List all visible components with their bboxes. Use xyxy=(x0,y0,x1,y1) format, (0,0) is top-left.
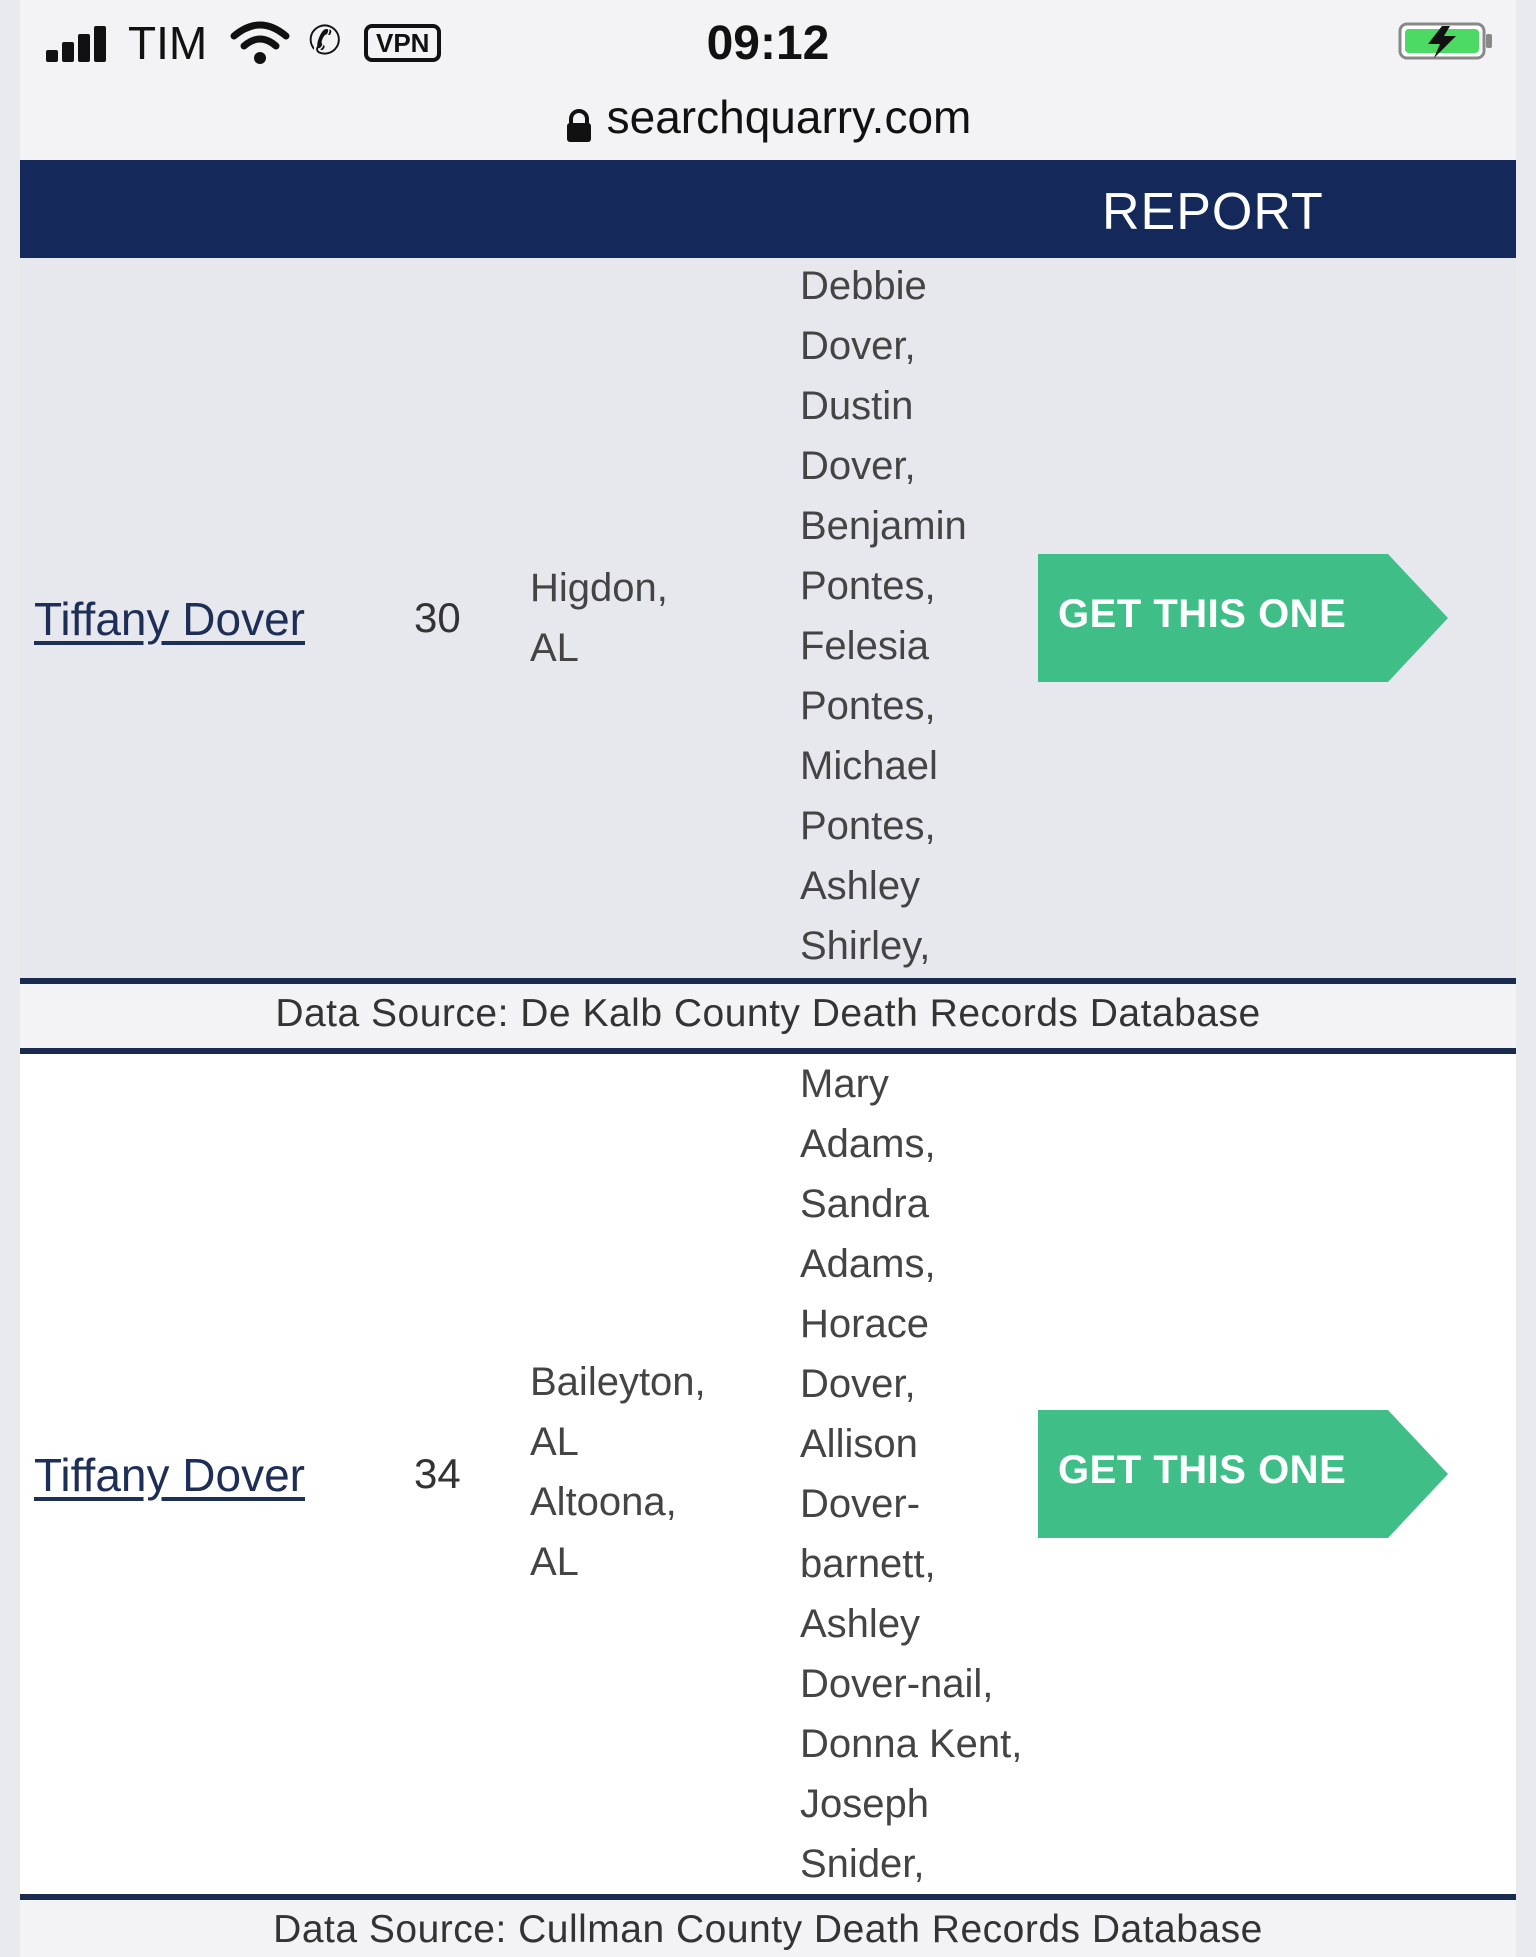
relative-line: Dover, xyxy=(800,1362,916,1406)
relative-line: Dover-nail, xyxy=(800,1662,994,1706)
relative-line: Shirley, xyxy=(800,924,931,968)
status-time: 09:12 xyxy=(706,17,830,70)
relative-line: Allison xyxy=(800,1422,918,1466)
address-bar[interactable] xyxy=(20,86,1516,142)
person-age: 30 xyxy=(414,594,461,641)
button-label: GET THIS ONE xyxy=(1058,592,1347,636)
relative-line: Michael xyxy=(800,744,938,788)
relative-line: Dustin xyxy=(800,384,914,428)
location-line: AL xyxy=(530,626,579,670)
location-line: Higdon, xyxy=(530,566,668,610)
relative-line: Mary xyxy=(800,1062,889,1106)
relative-line: Adams, xyxy=(800,1242,936,1286)
relative-line: Felesia xyxy=(800,624,929,668)
relative-line: Debbie xyxy=(800,264,927,308)
button-label: GET THIS ONE xyxy=(1058,1448,1347,1492)
vpn-badge: VPN xyxy=(364,24,441,62)
location-line: AL xyxy=(530,1420,579,1464)
person-age: 34 xyxy=(414,1450,461,1497)
relative-line: Sandra xyxy=(800,1182,929,1226)
report-column-title: REPORT xyxy=(1102,183,1324,241)
get-this-one-button[interactable] xyxy=(1038,554,1448,682)
relative-line: Benjamin xyxy=(800,504,967,548)
phone-screen xyxy=(20,0,1516,1957)
relative-line: Pontes, xyxy=(800,564,936,608)
relative-line: Pontes, xyxy=(800,684,936,728)
data-source-bar: Data Source: Cullman County Death Records Database xyxy=(20,1894,1516,1954)
person-relatives xyxy=(800,1054,1022,1894)
location-line: Baileyton, xyxy=(530,1360,706,1404)
report-header xyxy=(20,160,1516,258)
relative-line: barnett, xyxy=(800,1542,936,1586)
relative-line: Adams, xyxy=(800,1122,936,1166)
data-source-bar: Data Source: De Kalb County Death Records Database xyxy=(20,978,1516,1054)
relative-line: Donna Kent, xyxy=(800,1722,1023,1766)
relative-line: Joseph xyxy=(800,1782,929,1826)
person-locations xyxy=(530,1352,706,1592)
relative-line: Dover, xyxy=(800,324,916,368)
relative-line: Dover- xyxy=(800,1482,921,1526)
call-icon: ✆ xyxy=(308,19,342,63)
relative-line: Ashley xyxy=(800,864,921,908)
person-relatives xyxy=(800,256,967,976)
lock-icon xyxy=(565,100,593,134)
person-name-link[interactable]: Tiffany Dover xyxy=(34,1449,305,1501)
record-row xyxy=(20,258,1516,978)
location-line: AL xyxy=(530,1540,579,1584)
relative-line: Snider, xyxy=(800,1842,925,1886)
person-locations xyxy=(530,558,668,678)
relative-line: Ashley xyxy=(800,1602,921,1646)
person-name-link[interactable]: Tiffany Dover xyxy=(34,593,305,645)
carrier-name: TIM xyxy=(128,17,208,69)
url-text: searchquarry.com xyxy=(606,90,972,143)
relative-line: Pontes, xyxy=(800,804,936,848)
location-line: Altoona, xyxy=(530,1480,677,1524)
relative-line: Horace xyxy=(800,1302,929,1346)
battery-icon xyxy=(1398,20,1498,62)
relative-line: Dover, xyxy=(800,444,916,488)
record-row xyxy=(20,1054,1516,1894)
status-bar xyxy=(20,0,1516,90)
get-this-one-button[interactable] xyxy=(1038,1410,1448,1538)
